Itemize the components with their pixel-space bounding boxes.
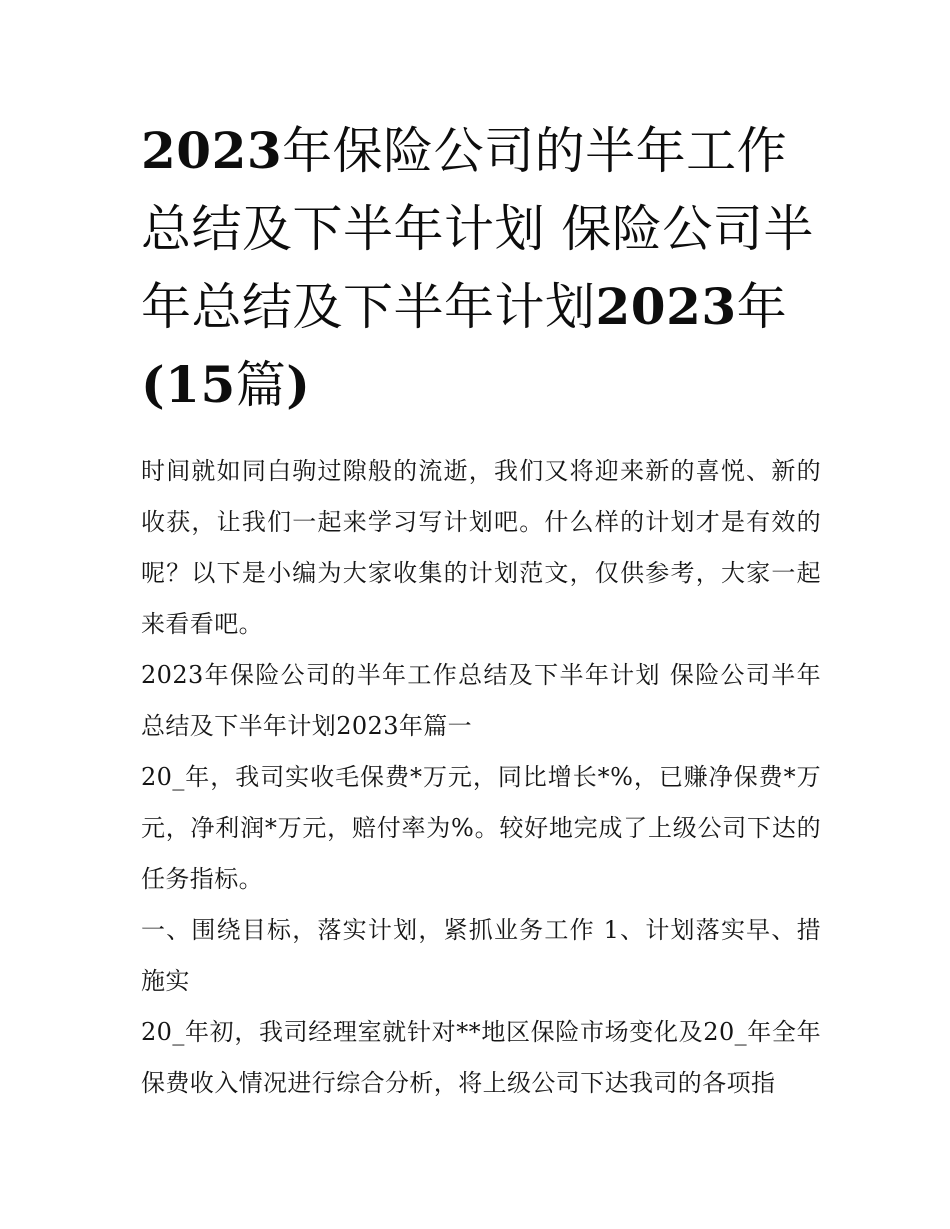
subsection-heading: 一、围绕目标，落实计划，紧抓业务工作 1、计划落实早、措施实 bbox=[141, 916, 821, 995]
summary-paragraph: 20_年，我司实收毛保费*万元，同比增长*%，已赚净保费*万元，净利润*万元，赔付率为%。较好地完成了上级公司下达的任务指标。 bbox=[141, 763, 821, 893]
document-body bbox=[141, 446, 821, 1109]
document-page bbox=[141, 112, 821, 1109]
document-title: 2023年保险公司的半年工作总结及下半年计划 保险公司半年总结及下半年计划2023年(15篇) bbox=[141, 121, 814, 414]
intro-paragraph: 时间就如同白驹过隙般的流逝，我们又将迎来新的喜悦、新的收获，让我们一起来学习写计划吧。什么样的计划才是有效的呢？以下是小编为大家收集的计划范文，仅供参考，大家一起来看看吧。 bbox=[141, 457, 821, 638]
section-heading: 2023年保险公司的半年工作总结及下半年计划 保险公司半年总结及下半年计划2023年篇一 bbox=[141, 661, 821, 740]
body-paragraph: 20_年初，我司经理室就针对**地区保险市场变化及20_年全年保费收入情况进行综合分析，将上级公司下达我司的各项指 bbox=[141, 1018, 821, 1097]
